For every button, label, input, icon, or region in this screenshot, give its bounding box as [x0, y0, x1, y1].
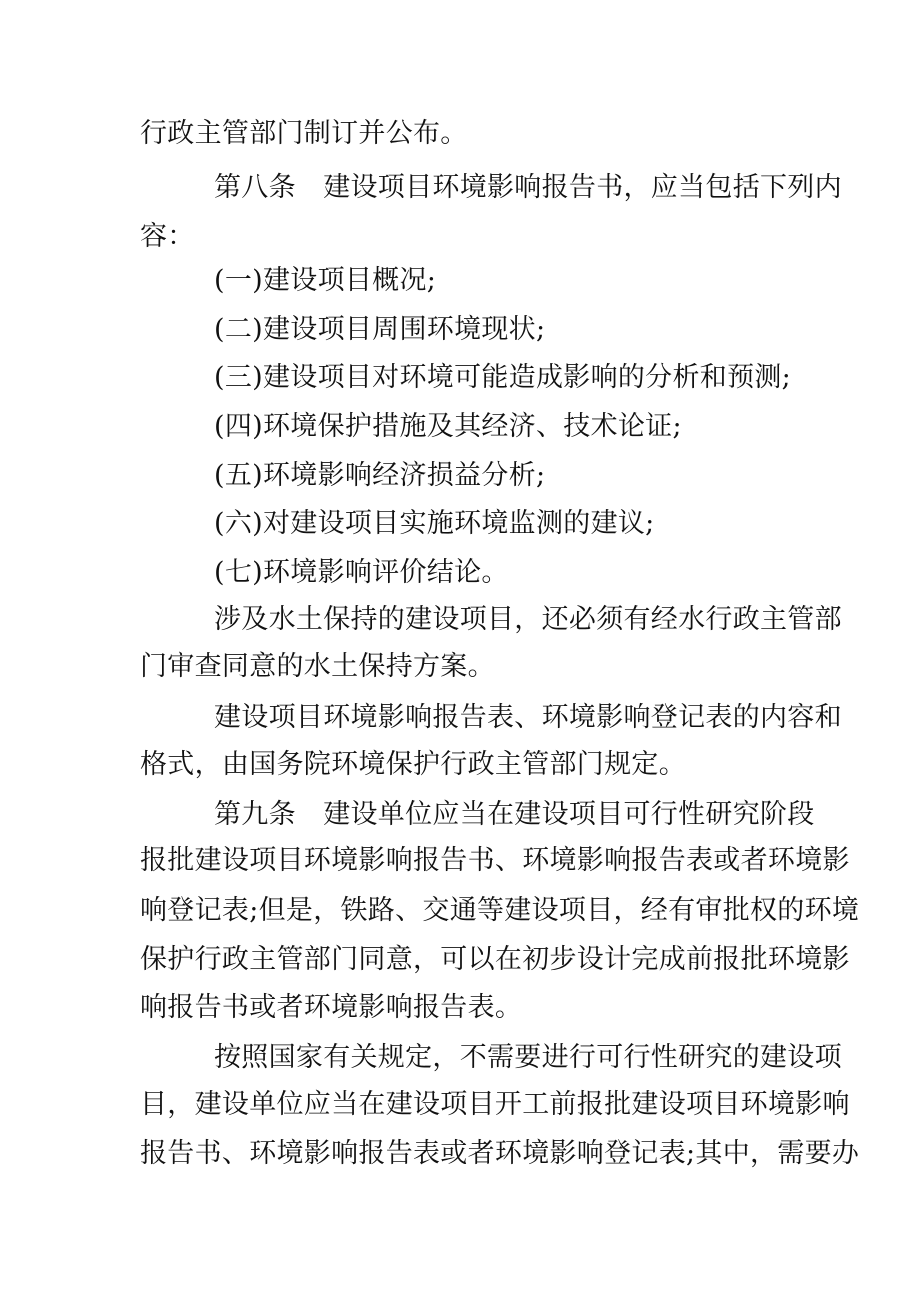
- list-item: (四)环境保护措施及其经济、技术论证;: [214, 411, 682, 442]
- text-line: 容：: [140, 221, 195, 252]
- paragraph-line: 建设项目环境影响报告表、环境影响登记表的内容和: [214, 702, 842, 733]
- paragraph-line: 按照国家有关规定，不需要进行可行性研究的建设项: [214, 1042, 842, 1073]
- paragraph-line: 响报告书或者环境影响报告表。: [140, 992, 523, 1023]
- list-item: (五)环境影响经济损益分析;: [214, 460, 546, 491]
- text-line: 行政主管部门制订并公布。: [140, 118, 468, 149]
- article-9-heading-line: 第九条 建设单位应当在建设项目可行性研究阶段: [214, 799, 815, 830]
- paragraph-line: 目，建设单位应当在建设项目开工前报批建设项目环境影响: [140, 1089, 850, 1120]
- paragraph-line: 涉及水土保持的建设项目，还必须有经水行政主管部: [214, 604, 842, 635]
- paragraph-line: 响登记表;但是，铁路、交通等建设项目，经有审批权的环境: [140, 895, 860, 926]
- paragraph-line: 报告书、环境影响报告表或者环境影响登记表;其中，需要办: [140, 1138, 860, 1169]
- list-item: (一)建设项目概况;: [214, 265, 437, 296]
- paragraph-line: 保护行政主管部门同意，可以在初步设计完成前报批环境影: [140, 944, 850, 975]
- list-item: (六)对建设项目实施环境监测的建议;: [214, 508, 655, 539]
- paragraph-line: 报批建设项目环境影响报告书、环境影响报告表或者环境影: [140, 845, 850, 876]
- paragraph-line: 格式，由国务院环境保护行政主管部门规定。: [140, 749, 686, 780]
- paragraph-line: 门审查同意的水土保持方案。: [140, 651, 495, 682]
- list-item: (七)环境影响评价结论。: [214, 557, 509, 588]
- list-item: (二)建设项目周围环境现状;: [214, 314, 546, 345]
- list-item: (三)建设项目对环境可能造成影响的分析和预测;: [214, 362, 792, 393]
- article-8-heading-line: 第八条 建设项目环境影响报告书，应当包括下列内: [214, 172, 842, 203]
